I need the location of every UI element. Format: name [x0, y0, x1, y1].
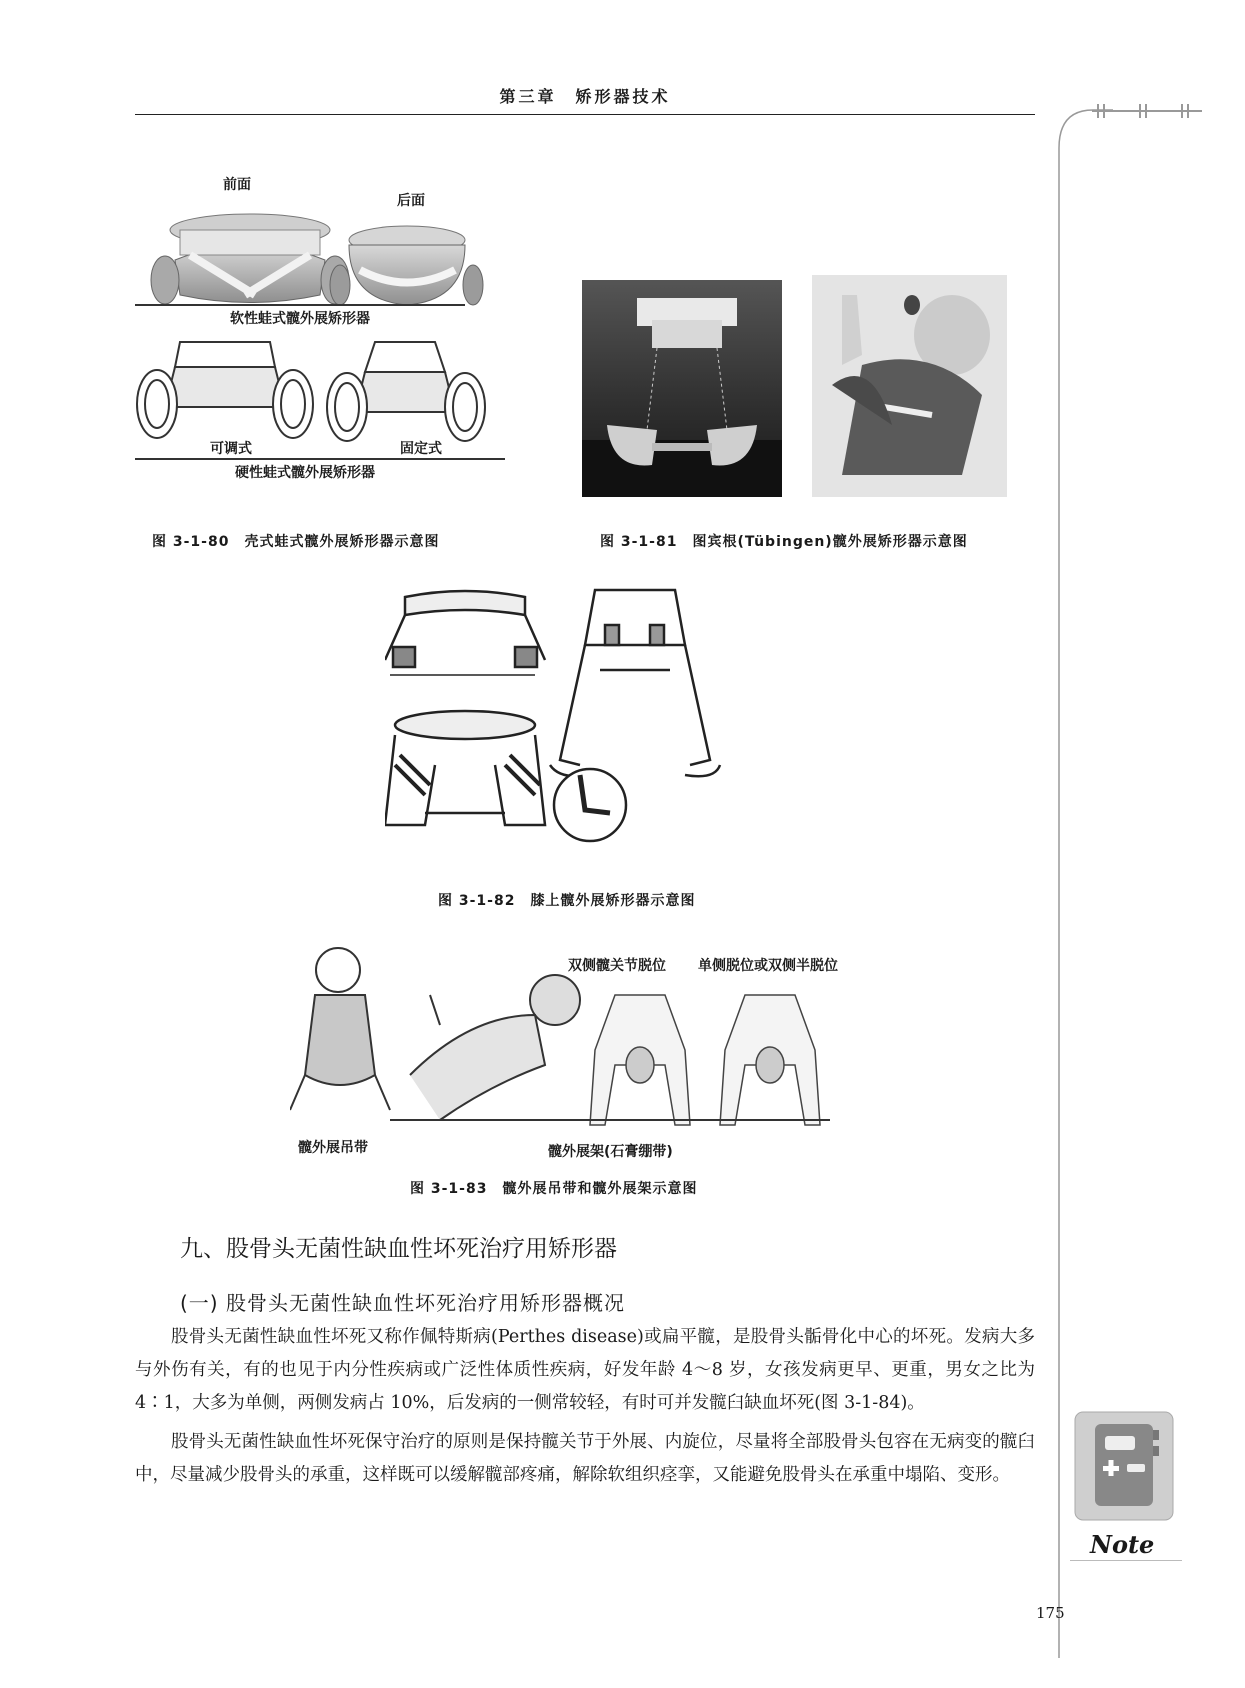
- page-number: 175: [1036, 1604, 1065, 1622]
- hip-sling-and-frame-drawing: [290, 935, 850, 1130]
- label-back: 后面: [397, 193, 425, 209]
- body-text: [135, 1321, 1035, 1498]
- note-label: Note: [1090, 1530, 1155, 1559]
- section-title: 九、股骨头无菌性缺血性坏死治疗用矫形器: [180, 1236, 617, 1262]
- figure-caption: 图 3-1-83 髋外展吊带和髋外展架示意图: [410, 1181, 698, 1197]
- label-front: 前面: [223, 177, 251, 193]
- label-bilateral-dislocation: 双侧髋关节脱位: [568, 958, 666, 974]
- infant-wearing-brace-photo: [812, 275, 1007, 497]
- figure-3-1-82-drawing: [385, 585, 780, 870]
- chapter-header: 第三章 矫形器技术: [499, 87, 671, 106]
- label-hip-sling: 髋外展吊带: [298, 1140, 368, 1156]
- note-icon: [1073, 1410, 1175, 1522]
- figure-3-1-80: [135, 170, 505, 520]
- label-adjustable: 可调式: [210, 441, 252, 457]
- subsection-title: (一) 股骨头无菌性缺血性坏死治疗用矫形器概况: [180, 1291, 625, 1315]
- paragraph: 股骨头无菌性缺血性坏死又称作佩特斯病(Perthes disease)或扁平髋，是股骨头骺骨化中心的坏死。发病大多与外伤有关，有的也见于内分性疾病或广泛性体质性疾病，好发年龄 4～8 岁，女孩发病更早、更重，男女之比为 4∶1，大多为单侧，两侧发病占 10%，后发病的一侧常较轻，有时可并发髋臼缺血坏死(图 3-1-84)。: [135, 1327, 1035, 1413]
- label-fixed: 固定式: [400, 441, 442, 457]
- figure-3-1-83: [290, 935, 880, 1165]
- tubingen-brace-photo: [582, 280, 782, 497]
- figure-caption: 图 3-1-80 壳式蛙式髋外展矫形器示意图: [152, 534, 440, 550]
- header-rule: [135, 114, 1035, 115]
- label-unilateral-dislocation: 单侧脱位或双侧半脱位: [698, 958, 838, 974]
- soft-frog-brace-drawing: [135, 200, 505, 310]
- label-hip-frame: 髋外展架(石膏绷带): [548, 1144, 673, 1160]
- divider: [135, 458, 505, 460]
- hard-frog-brace-drawing: [135, 332, 505, 462]
- label-soft-brace: 软性蛙式髋外展矫形器: [230, 311, 370, 327]
- figure-3-1-81: [582, 280, 1007, 515]
- label-hard-brace: 硬性蛙式髋外展矫形器: [235, 465, 375, 481]
- paragraph: 股骨头无菌性缺血性坏死保守治疗的原则是保持髋关节于外展、内旋位，尽量将全部股骨头包容在无病变的髋臼中，尽量减少股骨头的承重，这样既可以缓解髋部疼痛，解除软组织痉挛，又能避免股骨头在承重中塌陷、变形。: [135, 1432, 1035, 1485]
- side-deco-marks: [1092, 104, 1202, 118]
- figure-caption: 图 3-1-82 膝上髋外展矫形器示意图: [438, 893, 696, 909]
- figure-caption: 图 3-1-81 图宾根(Tübingen)髋外展矫形器示意图: [600, 534, 968, 550]
- note-divider: [1070, 1560, 1182, 1561]
- divider: [135, 304, 465, 306]
